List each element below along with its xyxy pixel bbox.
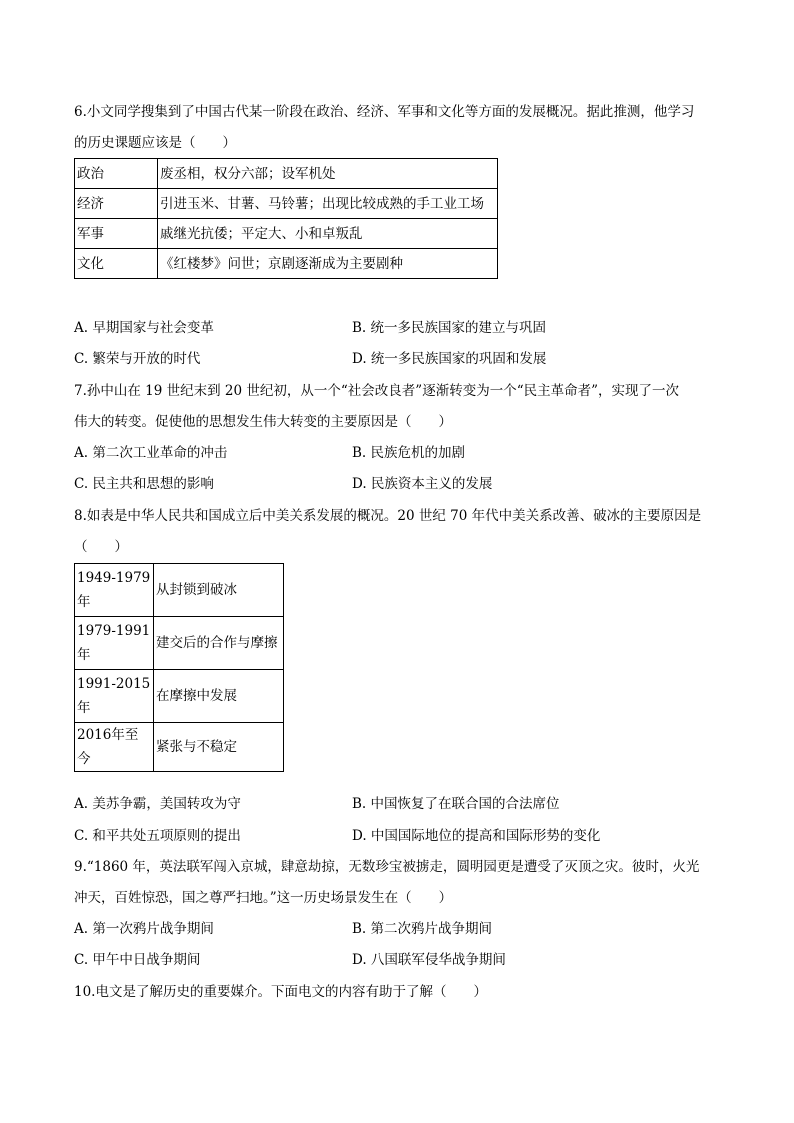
q7-option-b: B. 民族危机的加剧 xyxy=(352,445,466,461)
q7-stem-line1: 7.孙中山在 19 世纪末到 20 世纪初，从一个“社会改良者”逐渐转变为一个“民主革命者”，实现了一次 xyxy=(74,383,680,399)
q9-option-d: D. 八国联军侵华战争期间 xyxy=(352,952,506,968)
q6-stem-line2: 的历史课题应该是（ ） xyxy=(74,135,236,151)
table-row xyxy=(75,159,498,189)
table-cell-key: 文化 xyxy=(75,249,158,279)
table-row xyxy=(75,617,284,670)
q9-option-c: C. 甲午中日战争期间 xyxy=(74,952,201,968)
period-suffix: 年 xyxy=(77,700,91,716)
table-cell-period xyxy=(75,564,154,617)
table-cell-value: 戚继光抗倭；平定大、小和卓叛乱 xyxy=(158,219,498,249)
q6-stem-line1: 6.小文同学搜集到了中国古代某一阶段在政治、经济、军事和文化等方面的发展概况。据此推测，他学习 xyxy=(74,104,695,120)
period-years: 1979-1991 xyxy=(77,623,151,639)
q6-table xyxy=(74,158,498,279)
q6-option-a: A. 早期国家与社会变革 xyxy=(74,320,214,336)
q8-option-b: B. 中国恢复了在联合国的合法席位 xyxy=(352,796,560,812)
table-row xyxy=(75,723,284,772)
table-cell-value: 建交后的合作与摩擦 xyxy=(154,617,284,670)
q8-stem-line2: （ ） xyxy=(74,539,128,555)
table-cell-value: 废丞相，权分六部；设军机处 xyxy=(158,159,498,189)
q9-option-a: A. 第一次鸦片战争期间 xyxy=(74,921,214,937)
table-cell-value: 《红楼梦》问世；京剧逐渐成为主要剧种 xyxy=(158,249,498,279)
q7-option-a: A. 第二次工业革命的冲击 xyxy=(74,445,228,461)
period-years: 1949-1979 xyxy=(77,570,151,586)
q8-option-a: A. 美苏争霸，美国转攻为守 xyxy=(74,796,241,812)
table-row xyxy=(75,189,498,219)
q10-stem-line1: 10.电文是了解历史的重要媒介。下面电文的内容有助于了解（ ） xyxy=(74,984,487,1000)
table-row xyxy=(75,670,284,723)
table-row xyxy=(75,219,498,249)
period-suffix: 年 xyxy=(77,594,91,610)
q7-option-c: C. 民主共和思想的影响 xyxy=(74,476,214,492)
q9-stem-line1: 9.“1860 年，英法联军闯入京城，肆意劫掠，无数珍宝被掳走，圆明园更是遭受了灭顶之灾。彼时，火光 xyxy=(74,859,700,875)
q8-option-c: C. 和平共处五项原则的提出 xyxy=(74,828,241,844)
table-cell-value: 从封锁到破冰 xyxy=(154,564,284,617)
period-years: 2016年至今 xyxy=(77,727,139,767)
q9-option-b: B. 第二次鸦片战争期间 xyxy=(352,921,493,937)
table-cell-key: 政治 xyxy=(75,159,158,189)
table-row xyxy=(75,564,284,617)
q6-option-c: C. 繁荣与开放的时代 xyxy=(74,351,201,367)
q9-stem-line2: 冲天，百姓惊恐，国之尊严扫地。”这一历史场景发生在（ ） xyxy=(74,890,453,906)
period-years: 1991-2015 xyxy=(77,676,151,692)
q6-option-d: D. 统一多民族国家的巩固和发展 xyxy=(352,351,547,367)
period-suffix: 年 xyxy=(77,647,91,663)
table-cell-period xyxy=(75,617,154,670)
q6-option-b: B. 统一多民族国家的建立与巩固 xyxy=(352,320,547,336)
q8-option-d: D. 中国国际地位的提高和国际形势的变化 xyxy=(352,828,601,844)
table-cell-value: 引进玉米、甘薯、马铃薯；出现比较成熟的手工业工场 xyxy=(158,189,498,219)
q7-option-d: D. 民族资本主义的发展 xyxy=(352,476,493,492)
q7-stem-line2: 伟大的转变。促使他的思想发生伟大转变的主要原因是（ ） xyxy=(74,414,452,430)
table-cell-value: 在摩擦中发展 xyxy=(154,670,284,723)
table-cell-period xyxy=(75,723,154,772)
table-cell-key: 军事 xyxy=(75,219,158,249)
q8-table xyxy=(74,563,284,772)
table-cell-key: 经济 xyxy=(75,189,158,219)
table-cell-period xyxy=(75,670,154,723)
table-cell-value: 紧张与不稳定 xyxy=(154,723,284,772)
table-row xyxy=(75,249,498,279)
q8-stem-line1: 8.如表是中华人民共和国成立后中美关系发展的概况。20 世纪 70 年代中美关系改善、破冰的主要原因是 xyxy=(74,508,702,524)
